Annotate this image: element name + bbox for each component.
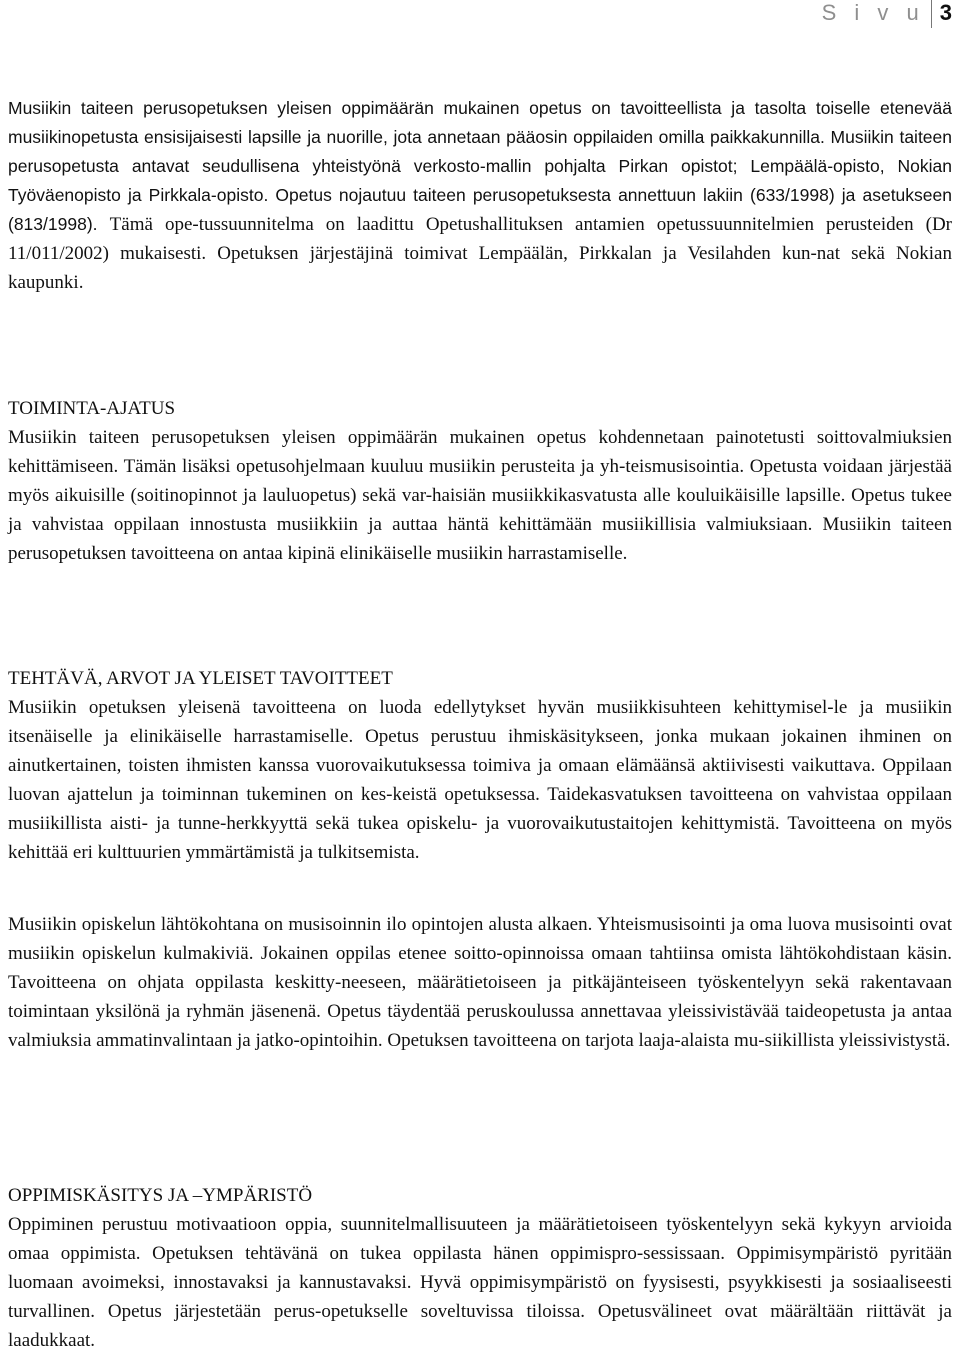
section-paragraph: Musiikin opetuksen yleisenä tavoitteena on luoda edellytykset hyvän musiikkisuhteen kehittymisel-le ja musiikin itsenäiselle ja elinikäiselle harrastamiselle. Opetus perustuu ihmiskäsitykseen, jonka mukaan jokainen ihminen on ainutkertainen, toisten ihmisten kanssa vuorovaikutuksessa toimiva ja omaan elämäänsä aktiivisesti vaikuttava. Oppilaan luovan ajattelun ja toiminnan tukeminen on kes-keistä opetuksessa. Taidekasvatuksen tavoitteena on vahvistaa oppilaan musiikillista aisti- ja tunne-herkkyyttä sekä tukea opiskelu- ja vuorovaikutustaitojen kehittymistä. Tavoitteena on myös kehittää eri kulttuurien ymmärtämistä ja tulkitsemista.	[8, 697, 952, 863]
page-word: S i v u	[821, 0, 925, 25]
section-heading: TEHTÄVÄ, ARVOT JA YLEISET TAVOITTEET	[8, 668, 393, 689]
section-paragraph: Musiikin opiskelun lähtökohtana on musisoinnin ilo opintojen alusta alkaen. Yhteismusisointi ja oma luova musisointi ovat musiikin opiskelun kulmakiviä. Jokainen oppilas etenee soitto-opinnoissa omaan tahtiinsa omista lähtökohdistaan käsin. Tavoitteena on ohjata oppilasta keskitty-neeseen, määrätietoiseen ja pitkäjänteiseen työskentelyyn sekä rakentavaan toimintaan yksilönä ja ryhmän jäsenenä. Opetus täydentää peruskoulussa annettavaa yleissivistävää taideopetusta ja antaa valmiuksia ammatinvalintaan ja jatko-opintoihin. Opetuksen tavoitteena on tarjota laaja-alaista mu-siikillista yleissivistystä.	[8, 914, 952, 1051]
intro-serif-text: Tämä ope-tussuunnitelma on laadittu Opetushallituksen antamien opetussuunnitelmien perusteiden (Dr 11/011/2002) mukaisesti. Opetuksen järjestäjinä toimivat Lempäälän, Pirkkalan ja Vesilahden kun-nat sekä Nokian kaupunki.	[8, 214, 952, 293]
intro-sans-text: Musiikin taiteen perusopetuksen yleisen oppimäärän mukainen opetus on tavoitteellista ja tasolta toiselle etenevää musiikinopetusta ensisijaisesti lapsille ja nuorille, jota annetaan pääosin oppilaiden omilla paikkakunnilla. Musiikin taiteen perusopetusta antavat seudullisena yhteistyönä verkosto-mallin pohjalta Pirkan opistot; Lempäälä-opisto, Nokian Työväenopisto ja Pirkkala-opisto. Opetus nojautuu taiteen perusopetuksesta annettuun lakiin (633/1998) ja asetukseen (813/1998).	[8, 98, 952, 234]
intro-paragraph	[8, 94, 952, 297]
page-number: 3	[939, 0, 952, 25]
section-toiminta-ajatus	[8, 394, 952, 568]
section-paragraph: Musiikin taiteen perusopetuksen yleisen oppimäärän mukainen opetus kohdennetaan painotetusti soittovalmiuksien kehittämiseen. Tämän lisäksi opetusohjelmaan kuuluu musiikin perusteita ja yh-teismusisointia. Opetusta voidaan järjestää myös aikuisille (soitinopinnot ja lauluopetus) sekä var-haisiän musiikkikasvatusta alle kouluikäisille lapsille. Opetus tukee ja vahvistaa oppilaan innostusta musiikkiin ja auttaa häntä kehittämään musiikillisia valmiuksiaan. Musiikin taiteen perusopetuksen tavoitteena on antaa kipinä elinikäiselle musiikin harrastamiselle.	[8, 427, 952, 564]
section-musiikin-opiskelu	[8, 910, 952, 1055]
section-tehtava-arvot	[8, 664, 952, 867]
section-heading: TOIMINTA-AJATUS	[8, 398, 176, 419]
header-divider	[931, 0, 932, 28]
intro-text	[8, 94, 952, 297]
section-heading: OPPIMISKÄSITYS JA –YMPÄRISTÖ	[8, 1185, 313, 1206]
page-header	[822, 0, 952, 30]
section-paragraph: Oppiminen perustuu motivaatioon oppia, suunnitelmallisuuteen ja määrätietoiseen työskentelyyn sekä kykyyn arvioida omaa oppimista. Opetuksen tehtävänä on tukea oppilasta hänen oppimispro-sessissaan. Oppimisympäristö pyritään luomaan avoimeksi, innostavaksi ja kannustavaksi. Hyvä oppimisympäristö on fyysisesti, psyykkisesti ja sosiaaliseesti turvallinen. Opetus järjestetään perus-opetukselle soveltuvissa tiloissa. Opetusvälineet ovat määrältään riittävät ja laadukkaat.	[8, 1214, 952, 1351]
section-oppimiskasitys	[8, 1181, 952, 1355]
